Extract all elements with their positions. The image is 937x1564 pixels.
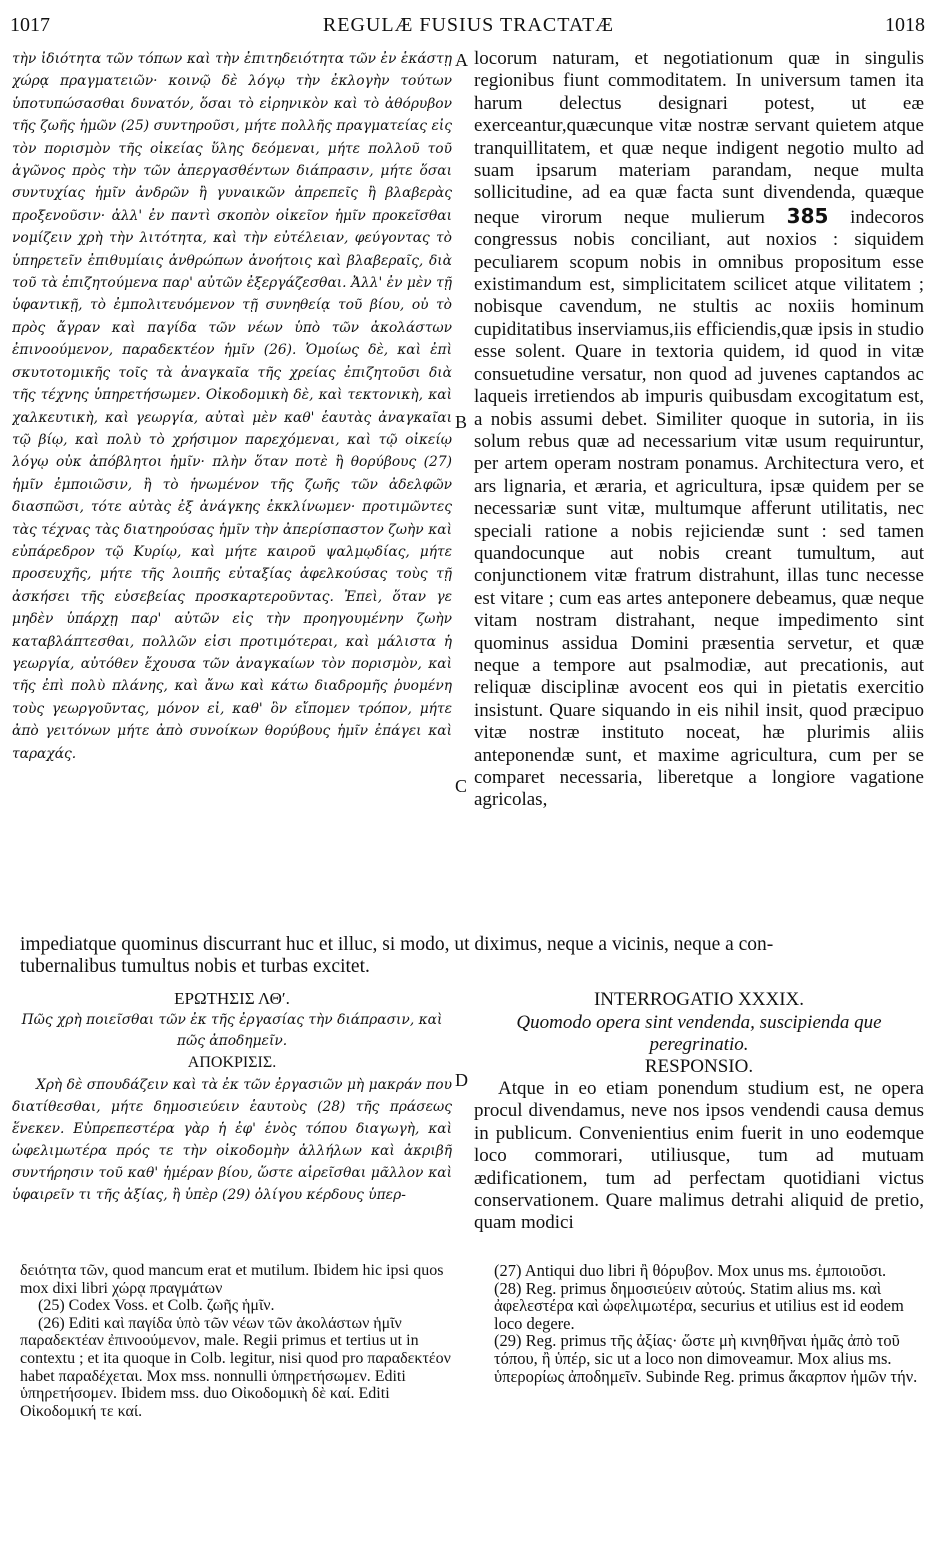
footnotes-left: [20, 1262, 452, 1502]
latin-answer-heading: RESPONSIO.: [644, 1056, 754, 1077]
full-width-text: [20, 934, 930, 982]
latin-text-part-1: locorum naturam, et negotiationum quæ in singulis regionibus fiunt commoditatem. In universum tamen ita harum delectus designari potest, ut eæ exerceantur,quæcunque vitæ nostræ servant quietem atque tranquillitatem, et quæ neque indigent negotio multo ad suam ipsarum materiam parandam, neque multa sollicitudine, ad ea quæ facta sunt divendenda, quæque neque virorum neque mulierum: [474, 48, 924, 228]
greek-question-subtitle: Πῶς χρὴ ποιεῖσθαι τῶν ἐκ τῆς ἐργασίας τὴν διάπρασιν, καὶ πῶς ἀποδημεῖν.: [21, 1012, 443, 1049]
latin-question-heading: INTERROGATIO XXXIX.: [593, 989, 805, 1010]
latin-main-text: [474, 48, 924, 936]
full-width-line-2: tubernalibus tumultus nobis et turbas excitet.: [20, 956, 370, 978]
footnote-28: (28) Reg. primus δημοσιεύειν αὐτούς. Statim alius ms. καὶ ἀφελεστέρα καὶ ὠφελιμωτέρα, securius et utilius est id eodem loco degere.: [494, 1278, 904, 1333]
greek-answer-text: Χρὴ δὲ σπουδάζειν καὶ τὰ ἐκ τῶν ἐργασιῶν μὴ μακράν που διατίθεσθαι, μήτε δημοσιεύειν ἑαυτοὺς (28) τῆς πράσεως ἕνεκεν. Εὐπρεπεστέρα γὰρ ἡ ἐφ' ἑνὸς τόπου διαγωγὴ, καὶ ὠφελιμωτέρα πρός τε τὴν οἰκοδομὴν ἀλλήλων καὶ ἀκριβῆ συντήρησιν τοῦ καθ' ἡμέραν βίου, ὥστε αἱρεῖσθαι μᾶλλον καὶ ὑφαιρεῖν τι τῆς ἀξίας, ἢ ὑπὲρ (29) ὀλίγου κέρδους ὑπερ-: [12, 1077, 452, 1203]
running-header: [0, 14, 937, 40]
footnotes-right: [494, 1262, 924, 1502]
page-mark-number: 385: [786, 203, 829, 228]
greek-question-heading: ΕΡΩΤΗΣΙΣ ΛΘʹ.: [174, 989, 290, 1008]
running-title: REGULÆ FUSIUS TRACTATÆ: [322, 14, 615, 36]
footnote-29: (29) Reg. primus τῆς ἀξίας· ὥστε μὴ κινηθῆναι ἡμᾶς ἀπὸ τοῦ τόπου, ἢ ὑπέρ, sic ut a loco non dimoveamur. Mox alius ms. ὑπερορίως ἀποδημεῖν. Subinde Reg. primus ἄκαρπον ἡμῶν τήν.: [494, 1331, 918, 1386]
page-number-right: 1018: [885, 14, 925, 36]
footnote-continuation: δειότητα τῶν, quod mancum erat et mutilum. Ibidem hic ipsi quos mox dixi libri χώρᾳ πραγμάτων: [20, 1262, 444, 1297]
footnote-25: (25) Codex Voss. et Colb. ζωῆς ἡμῖν.: [38, 1297, 275, 1315]
margin-marker-d: D: [455, 1070, 468, 1090]
footnote-26: (26) Editi καὶ παγίδα ὑπὸ τῶν νέων τῶν ἀκολάστων ἡμῖν παραδεκτέαν ἐπινοούμενον, male. Regii primus et tertius ut in contextu ; et ita quoque in Colb. legitur, nisi quod pro παραδεκτέον habet παραδέχεται. Mox mss. nonnulli ὑπηρετήσωμεν. Editi ὑπηρετήσομεν. Ibidem mss. duo Οἰκοδομικὴ δὲ καί. Editi Οἰκοδομική τε καί.: [20, 1314, 451, 1420]
latin-question-subtitle: Quomodo opera sint vendenda, suscipienda que peregrinatio.: [516, 1012, 882, 1055]
latin-paragraph: [474, 48, 924, 812]
margin-marker-c: C: [455, 776, 468, 796]
footnote-27: (27) Antiqui duo libri ἢ θόρυβον. Mox unus ms. ἐμποιοῦσι.: [494, 1262, 887, 1280]
margin-marker-b: B: [455, 412, 468, 432]
greek-question-section: [12, 988, 452, 1260]
greek-answer-heading: ΑΠΟΚΡΙΣΙΣ.: [187, 1054, 277, 1071]
latin-question-section: [474, 988, 924, 1260]
latin-answer-text: Atque in eo etiam ponendum studium est, ne opera procul divendamus, neve nos ipsos vendendi causa demus in publicum. Convenientius enim fuerit in uno eodemque loco commorari, utiliusque, tum ad mutuam ædificationem, tum ad perfectam quotidiani victus conservationem. Quare malimus detrahi aliquid de pretio, quam modici: [474, 1078, 924, 1234]
margin-marker-a: A: [455, 50, 468, 70]
greek-main-text: [12, 48, 452, 936]
latin-text-part-2: indecoros congressus nobis conciliant, aut noxios : siquidem peculiarem scopum nobis in omnibus propositum esse existimandum est, simplicitatem scilicet atque vilitatem ; nobisque cavendum, ne stultis ac noxiis hominum cupiditatibus inserviamus,iis efficiendis,quæ ipsis in studio esse solent. Quare in textoria quidem, id quod in vitæ consuetudine versatur, non quod ad juvenes captandos ac laqueis irretiendos ab impuris quibusdam excogitatum est, a nobis assumi debet. Similiter quoque in sutoria, in iis solum rebus quæ ad necessarium vitæ usum requiruntur, per artem operam nostram ponamus. Architectura vero, et ars lignaria, et æraria, et agricultura, ipsæ quidem per se necessariæ sunt vitæ, multumque afferunt utilitatis, nec speciali ratione a nobis rejiciendæ sunt : sed tamen quandocunque aut nobis creant tumultum, aut conjunctionem vitæ fratrum distrahunt, illas tunc necesse est vitare ; cum eas artes anteponere debeamus, quæ neque vitam nostram distrahant, neque impedimento sint quominus assidua Domini præsentia servetur, et quæ neque a tempore aut psalmodiæ, aut precationis, aut reliquæ disciplinæ avocent eos qui in pietatis exercitio insistunt. Quare siquando in eis nihil insit, quod præcipuo vitæ nostræ instituto noceat, hæ plurimis aliis anteponendæ sunt, et maxime agricultura, cum per se comparet necessaria, liberetque a longiore vagatione agricolas,: [474, 206, 924, 811]
full-width-line-1: impediatque quominus discurrant huc et illuc, si modo, ut diximus, neque a vicinis, neque a con-: [20, 934, 774, 955]
greek-paragraph: τὴν ἰδιότητα τῶν τόπων καὶ τὴν ἐπιτηδειότητα τῶν ἐν ἑκάστῃ χώρᾳ πραγματειῶν· κοινῷ δὲ λόγῳ τὴν ἐκλογὴν τούτων ὑποτυπώσασθαι δυνατόν, ὅσαι τὸ εἰρηνικὸν καὶ τὸ ἀθόρυβον τῆς ζωῆς ἡμῶν (25) συντηροῦσι, μήτε πολλῆς πραγματείας εἰς τὸν πορισμὸν τῆς οἰκείας ὕλης δεόμεναι, μήτε πολλοῦ τοῦ ἀγῶνος πρὸς τὴν τῶν ἀπεργασθέντων διάπρασιν, μήτε ὅσαι συντυχίας ἡμῖν ἀνδρῶν ἢ γυναικῶν ἀπρεπεῖς ἢ βλαβερὰς προξενοῦσιν· ἀλλ' ἐν παντὶ σκοπὸν οἰκεῖον ἡμῖν προκεῖσθαι νομίζειν χρὴ τὴν λιτότητα, καὶ τὴν εὐτέλειαν, φεύγοντας τὸ ὑπηρετεῖν ἐπιθυμίαις ἀνθρώπων ἀνοήτοις καὶ βλαβεραῖς, διὰ τοῦ τὰ ἐπιζητούμενα παρ' αὐτῶν ἐξεργάζεσθαι. Ἀλλ' ἐν μὲν τῇ ὑφαντικῇ, τὸ ἐμπολιτευόμενον τῇ συνηθείᾳ τοῦ βίου, οὐ τὸ πρὸς ἄγραν καὶ παγίδα τῶν νέων ὑπὸ τῶν ἀκολάστων ἐπινοούμενον, παραδεκτέον ἡμῖν (26). Ὁμοίως δὲ, καὶ ἐπὶ σκυτοτομικῆς τοῖς τὰ ἀναγκαῖα τῆς χρείας ἐπιζητοῦσι διὰ τῆς τέχνης ὑπηρετήσωμεν. Οἰκοδομικὴ δὲ, καὶ τεκτονικὴ, καὶ χαλκευτικὴ, καὶ γεωργία, αὐταὶ μὲν καθ' ἑαυτὰς ἀναγκαῖαι τῷ βίῳ, καὶ πολὺ τὸ χρήσιμον παρεχόμεναι, καὶ τῷ οἰκείῳ λόγῳ οὐκ ἀπόβλητοι ἡμῖν· πλὴν ὅταν ποτὲ ἢ θορύβους (27) ἡμῖν ἐμποιῶσιν, ἢ τὸ ἡνωμένον τῆς ζωῆς τῶν ἀδελφῶν διασπῶσι, τότε αὐτὰς ἐξ ἀνάγκης ἐκκλίνωμεν· προτιμῶντες τὰς τέχνας τὰς διατηρούσας ἡμῖν τὴν ἀπερίσπαστον ζωὴν καὶ εὐπάρεδρον τῷ Κυρίῳ, καὶ μήτε καιροῦ ψαλμῳδίας, μήτε προσευχῆς, μήτε τῆς λοιπῆς εὐταξίας ἀφελκούσας τοὺς τῇ ἀσκήσει τῆς εὐσεβείας προσκαρτεροῦντας. Ἐπεὶ, ὅταν γε μηδὲν ὑπάρχῃ παρ' αὐτῶν εἰς τὴν προηγουμένην ζωὴν καταβλάπτεσθαι, πολλῶν εἰσι προτιμότεραι, καὶ μάλιστα ἡ γεωργία, αὐτόθεν ἔχουσα τῶν ἀναγκαίων τὸν πορισμὸν, καὶ τῆς ἐπὶ πολὺ πλάνης, καὶ ἄνω καὶ κάτω διαδρομῆς ῥυομένη τοὺς γεωργοῦντας, μόνον εἰ, καθ' ὃν εἴπομεν τρόπον, μήτε ἀπὸ γειτόνων μήτε ἀπὸ συνοίκων θορύβους ἡμῖν ἐπάγει καὶ ταραχάς.: [12, 51, 452, 762]
page-number-left: 1017: [10, 14, 50, 36]
